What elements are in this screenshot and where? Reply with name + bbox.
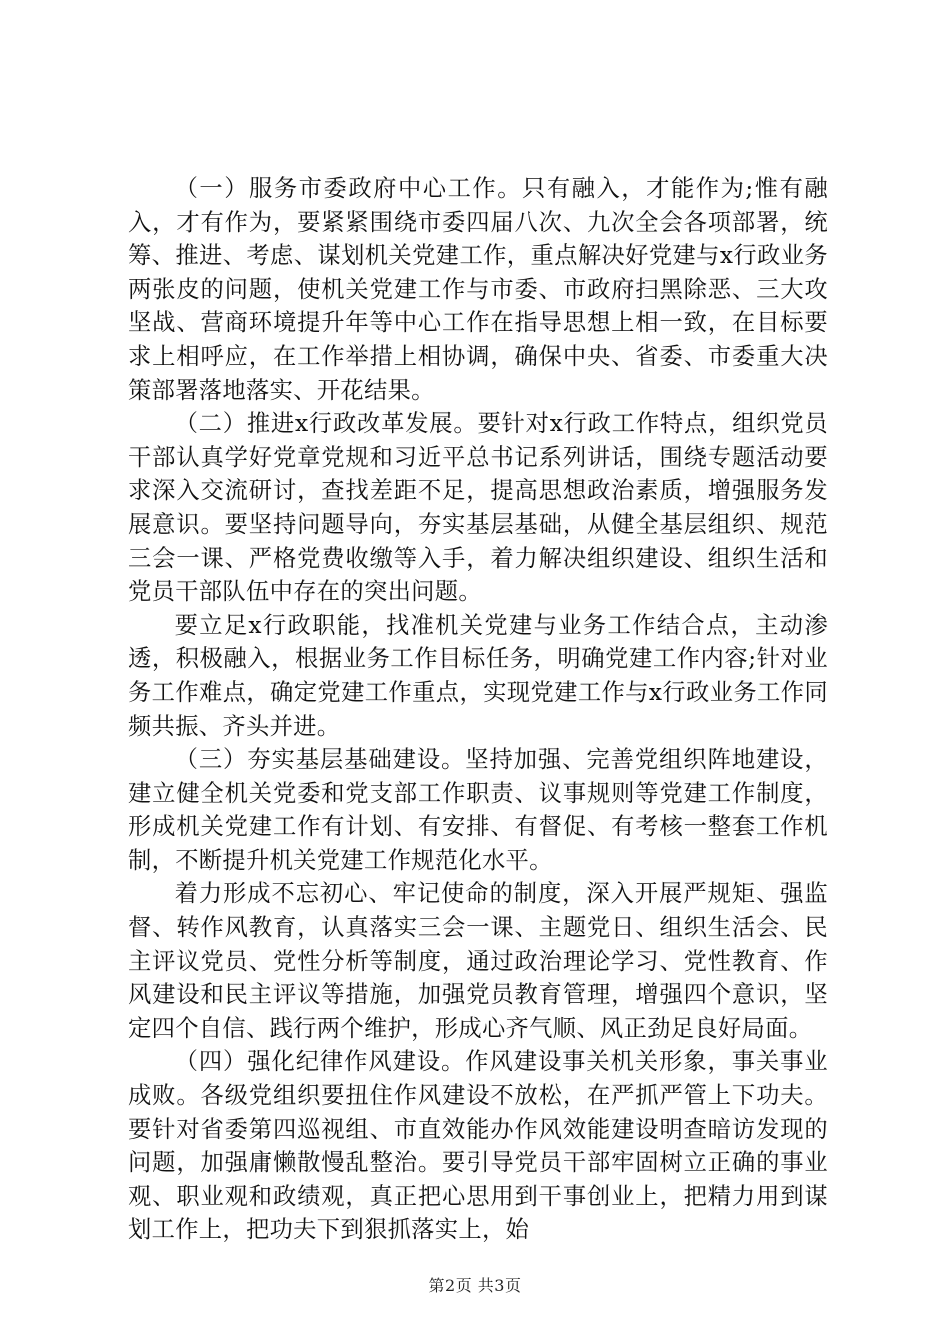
document-body [128, 172, 828, 1247]
paragraph-discipline-style: （四）强化纪律作风建设。作风建设事关机关形象，事关事业成败。各级党组织要扭住作风建设不放松，在严抓严管上下功夫。要针对省委第四巡视组、市直效能办作风效能建设明查暗访发现的问题，加强庸懒散慢乱整治。要引导党员干部牢固树立正确的事业观、职业观和政绩观，真正把心思用到干事创业上，把精力用到谋划工作上，把功夫下到狠抓落实上，始 [128, 1048, 828, 1244]
page-number-footer: 第2页 共3页 [428, 1276, 522, 1295]
paragraph-business-integration: 要立足x行政职能，找准机关党建与业务工作结合点，主动渗透，积极融入，根据业务工作目标任务，明确党建工作内容;针对业务工作难点，确定党建工作重点，实现党建工作与x行政业务工作同频共振、齐头并进。 [128, 611, 828, 740]
paragraph-grassroots-construction: （三）夯实基层基础建设。坚持加强、完善党组织阵地建设，建立健全机关党委和党支部工作职责、议事规则等党建工作制度，形成机关党建工作有计划、有安排、有督促、有考核一整套工作机制，不断提升机关党建工作规范化水平。 [128, 746, 828, 874]
paragraph-service-center-work: （一）服务市委政府中心工作。只有融入，才能作为;惟有融入，才有作为，要紧紧围绕市委四届八次、九次全会各项部署，统筹、推进、考虑、谋划机关党建工作，重点解决好党建与x行政业务两张皮的问题，使机关党建工作与市委、市政府扫黑除恶、三大攻坚战、营商环境提升年等中心工作在指导思想上相一致，在目标要求上相呼应，在工作举措上相协调，确保中央、省委、市委重大决策部署落地落实、开花结果。 [128, 175, 828, 404]
paragraph-promote-reform: （二）推进x行政改革发展。要针对x行政工作特点，组织党员干部认真学好党章党规和习近平总书记系列讲话，围绕专题活动要求深入交流研讨，查找差距不足，提高思想政治素质，增强服务发展意识。要坚持问题导向，夯实基层基础，从健全基层组织、规范三会一课、严格党费收缴等入手，着力解决组织建设、组织生活和党员干部队伍中存在的突出问题。 [128, 410, 828, 606]
paragraph-mission-system: 着力形成不忘初心、牢记使命的制度，深入开展严规矩、强监督、转作风教育，认真落实三会一课、主题党日、组织生活会、民主评议党员、党性分析等制度，通过政治理论学习、党性教育、作风建设和民主评议等措施，加强党员教育管理，增强四个意识，坚定四个自信、践行两个维护，形成心齐气顺、风正劲足良好局面。 [128, 880, 828, 1042]
